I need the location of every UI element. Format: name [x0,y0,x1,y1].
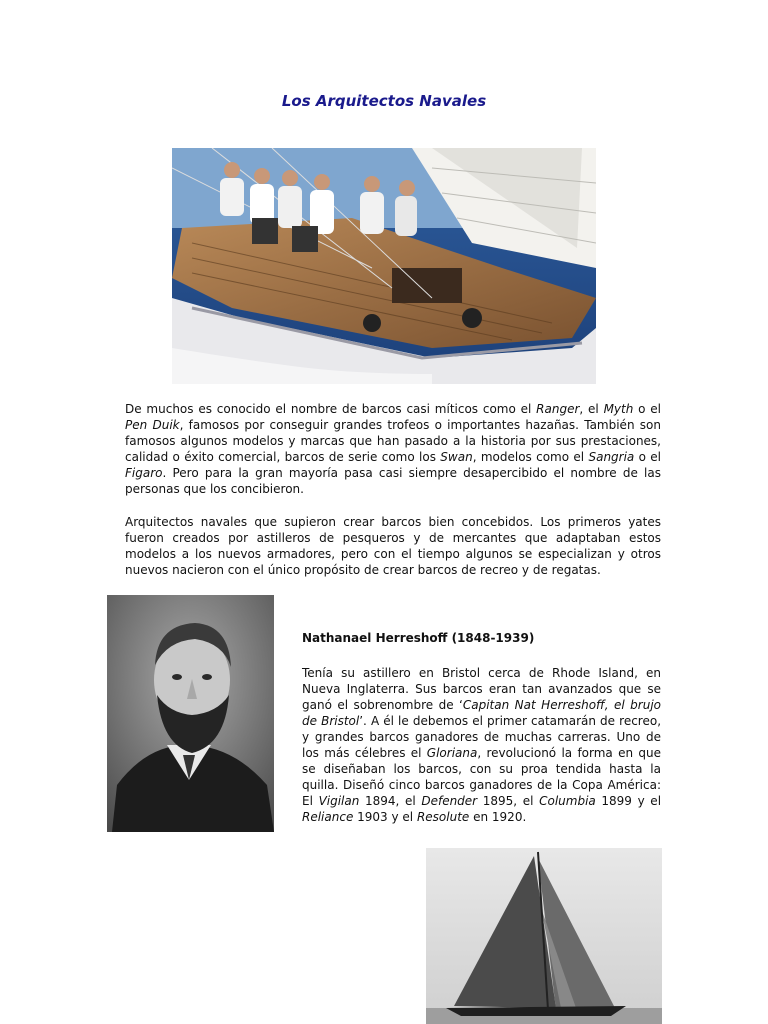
italic-term: Capitan Nat Herreshoff, el brujo de Bristol [302,698,661,728]
racing-yacht-photo [426,848,662,1024]
italic-term: Pen Duik [125,418,180,432]
italic-term: Columbia [539,794,596,808]
section-heading: Nathanael Herreshoff (1848-1939) [302,631,535,645]
italic-term: Defender [421,794,478,808]
sailing-crew-photo [172,148,596,384]
italic-term: Reliance [302,810,354,824]
herreshoff-paragraph: Tenía su astillero en Bristol cerca de Rhode Island, en Nueva Inglaterra. Sus barcos eran tan avanzados que se ganó el sobrenombre de ‘Capitan Nat Herreshoff, el brujo de Bristol’. A él le debemos el primer catamarán de recreo, y grandes barcos ganadores de muchas carreras. Uno de los más célebres el Gloriana, revolucionó la forma en que se diseñaban los barcos, con su proa tendida hasta la quilla. Diseñó cinco barcos ganadores de la Copa América: El Vigilan 1894, el Defender 1895, el Columbia 1899 y el Reliance 1903 y el Resolute en 1920. [302,666,662,824]
italic-term: Ranger [536,402,580,416]
italic-term: Resolute [416,810,470,824]
page-title: Los Arquitectos Navales [281,92,487,110]
italic-term: Sangria [588,450,635,464]
italic-term: Vigilan [318,794,360,808]
herreshoff-portrait [107,595,274,832]
intro-paragraph-1: De muchos es conocido el nombre de barcos casi míticos como el Ranger, el Myth o el Pen Duik, famosos por conseguir grandes trofeos o importantes hazañas. También son famosos algunos modelos y marcas que han pasado a la historia por sus prestaciones, calidad o éxito comercial, barcos de serie como los Swan, modelos como el Sangria o el Figaro. Pero para la gran mayoría pasa casi siempre desapercibido el nombre de las personas que los concibieron. [125,402,662,496]
italic-term: Myth [603,402,634,416]
italic-term: Gloriana [426,746,478,760]
italic-term: Swan [440,450,473,464]
italic-term: Figaro [125,466,163,480]
intro-paragraph-2: Arquitectos navales que supieron crear barcos bien concebidos. Los primeros yates fueron creados por astilleros de pesqueros y de mercantes que adaptaban estos modelos a los nuevos armadores, pero con el tiempo algunos se especializan y otros nuevos nacieron con el único propósito de crear barcos de recreo y de regatas. [125,515,661,577]
